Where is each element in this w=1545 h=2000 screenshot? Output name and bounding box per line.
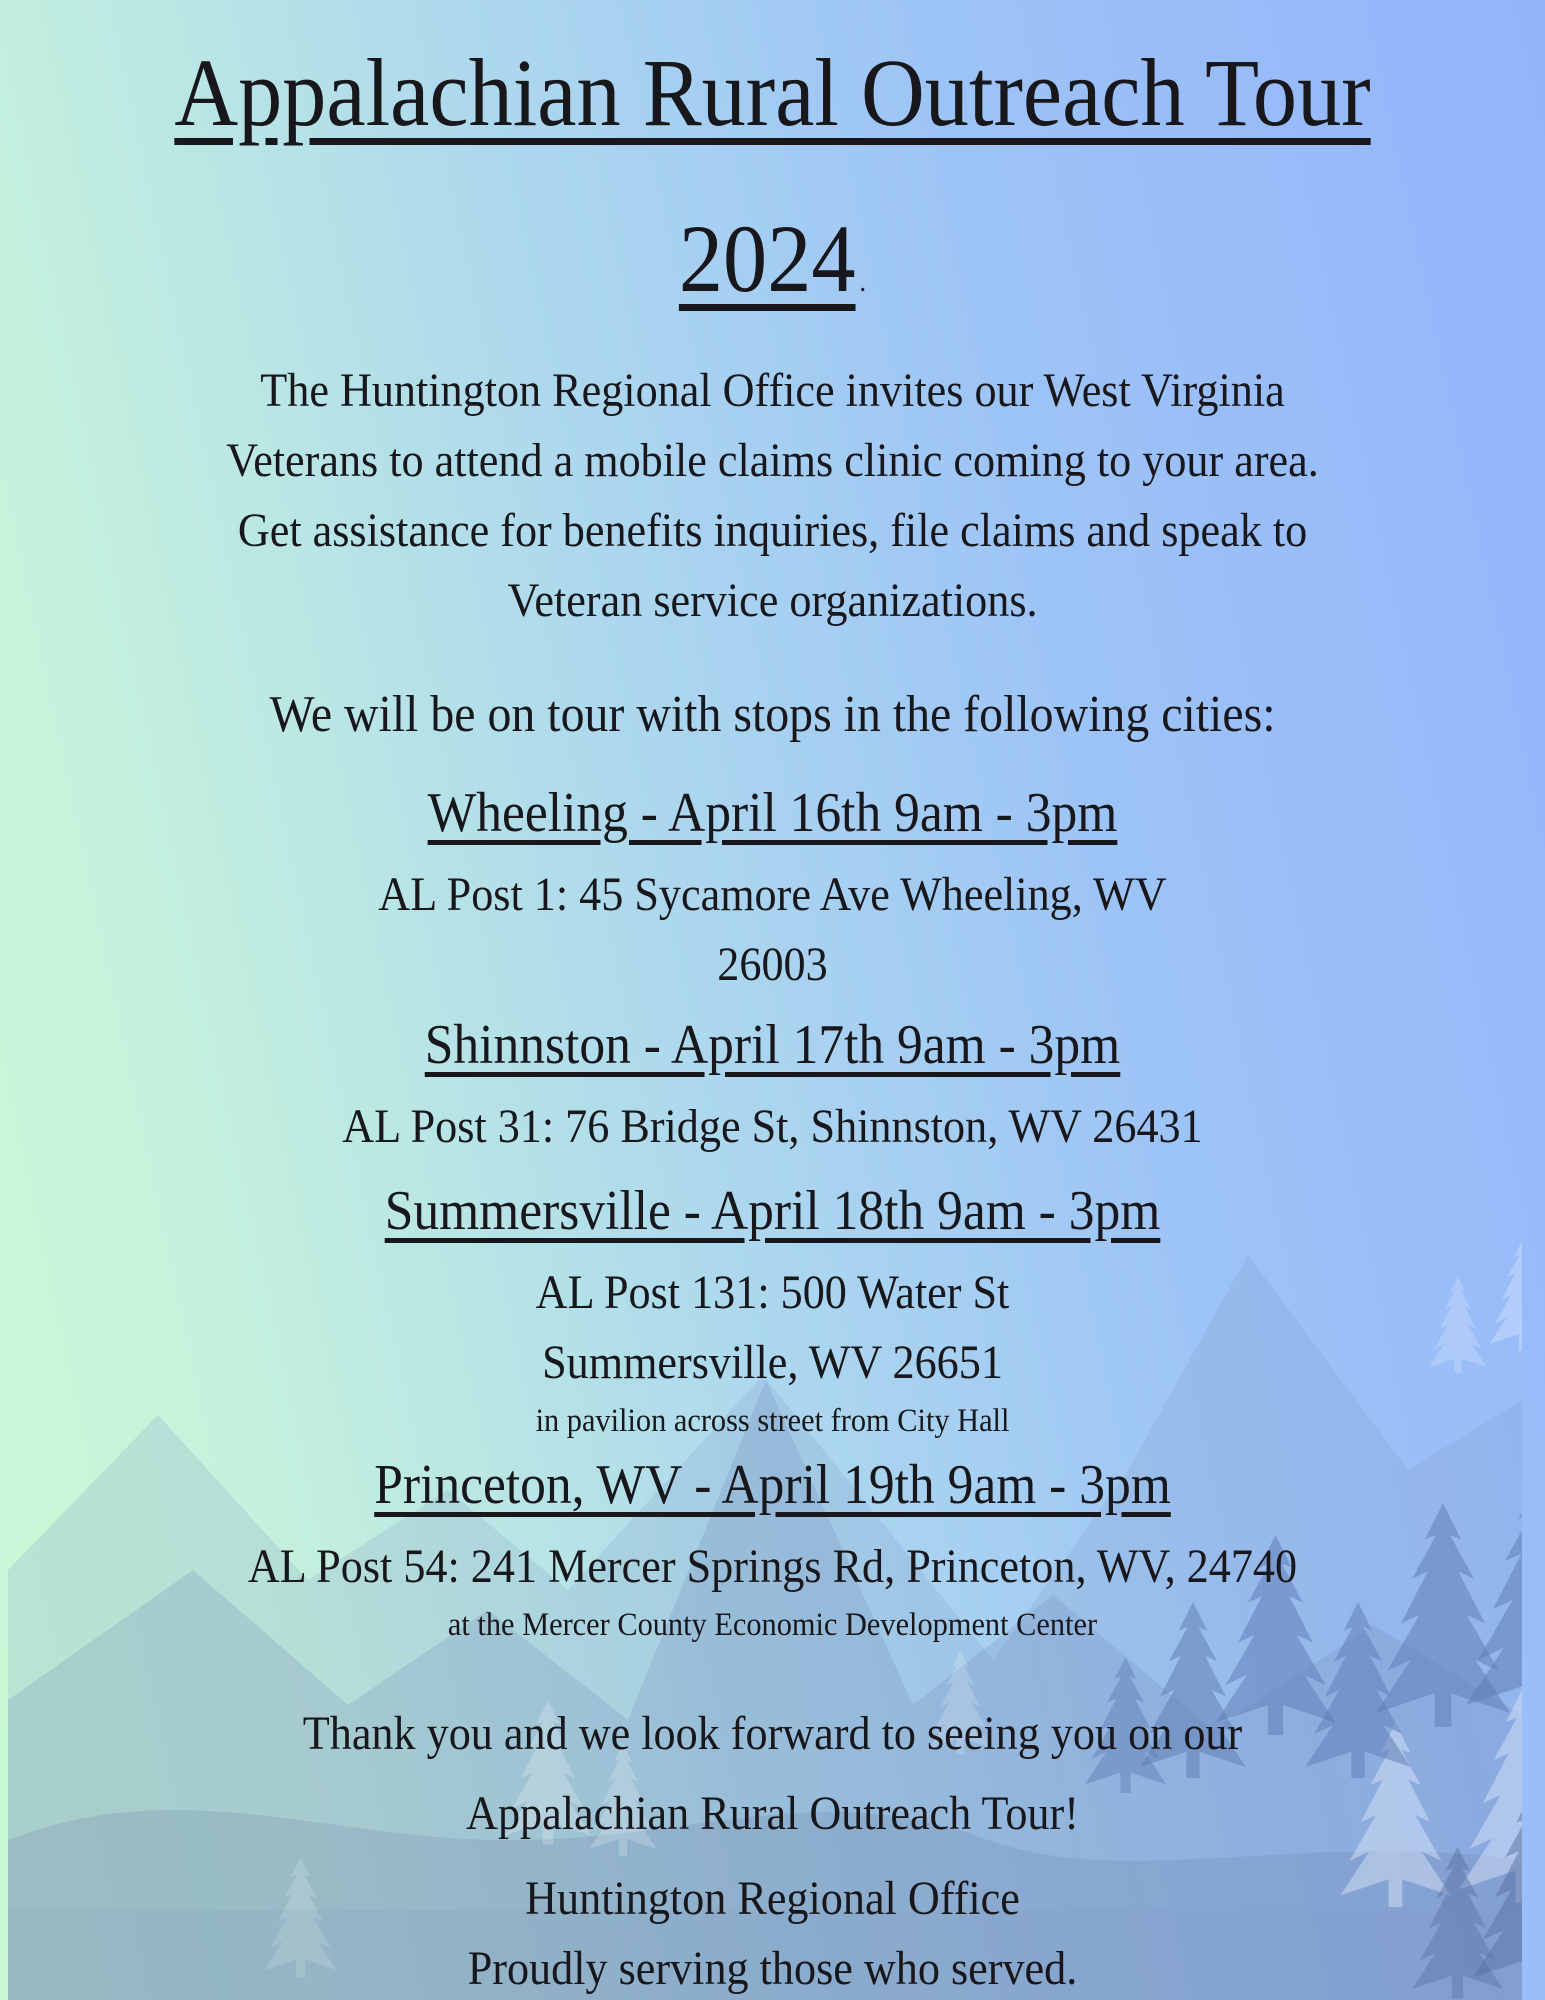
intro-paragraph [0,356,1545,636]
stop-address-text: Summersville, WV 26651 [542,1335,1003,1389]
stop-heading-shinnston [0,1012,1545,1078]
intro-line: Get assistance for benefits inquiries, file claims and speak to [237,503,1308,557]
stop-heading-wheeling [0,780,1545,846]
stop-address-line [0,1092,1545,1162]
stop-address-text: AL Post 31: 76 Bridge St, Shinnston, WV 26431 [342,1099,1203,1153]
intro-line: Veterans to attend a mobile claims clinic coming to your area. [226,433,1319,487]
footer-office-line: Huntington Regional Office [525,1871,1020,1925]
tour-intro-line [0,684,1545,746]
footer-block [0,1864,1545,2000]
intro-line: The Huntington Regional Office invites our West Virginia [260,363,1285,417]
stop-heading-princeton [0,1452,1545,1518]
stop-heading-text: Shinnston - April 17th 9am - 3pm [424,1013,1121,1076]
stop-address-text: 26003 [717,937,828,991]
title-year: 2024 [678,204,856,312]
stop-heading-text: Princeton, WV - April 19th 9am - 3pm [374,1453,1171,1516]
stop-address-line [0,1258,1545,1328]
stop-note [0,1398,1545,1444]
title-period: . [859,264,867,298]
stop-note-text: in pavilion across street from City Hall [535,1402,1010,1439]
tour-intro-text: We will be on tour with stops in the following cities: [269,685,1276,743]
page-title [0,39,1545,146]
stop-address-line [0,1532,1545,1602]
stop-heading-text: Summersville - April 18th 9am - 3pm [384,1179,1161,1242]
stop-address-line [0,930,1545,1000]
stop-address-line [0,1328,1545,1398]
closing-paragraph [0,1694,1545,1854]
footer-motto-line: Proudly serving those who served. [467,1941,1078,1995]
title-year-row [62,204,1483,312]
stop-note [0,1602,1545,1648]
stop-heading-summersville [0,1178,1545,1244]
closing-line: Thank you and we look forward to seeing you on our [302,1706,1243,1760]
stop-address-text: AL Post 1: 45 Sycamore Ave Wheeling, WV [378,867,1167,921]
intro-line: Veteran service organizations. [507,573,1038,627]
stop-address-text: AL Post 131: 500 Water St [535,1265,1010,1319]
stop-note-text: at the Mercer County Economic Development Center [447,1606,1098,1643]
stop-address-text: AL Post 54: 241 Mercer Springs Rd, Princeton, WV, 24740 [247,1539,1298,1593]
title-line1-text: Appalachian Rural Outreach Tour [174,39,1371,146]
stop-address-line [0,860,1545,930]
closing-line: Appalachian Rural Outreach Tour! [466,1786,1079,1840]
stop-heading-text: Wheeling - April 16th 9am - 3pm [427,781,1118,844]
